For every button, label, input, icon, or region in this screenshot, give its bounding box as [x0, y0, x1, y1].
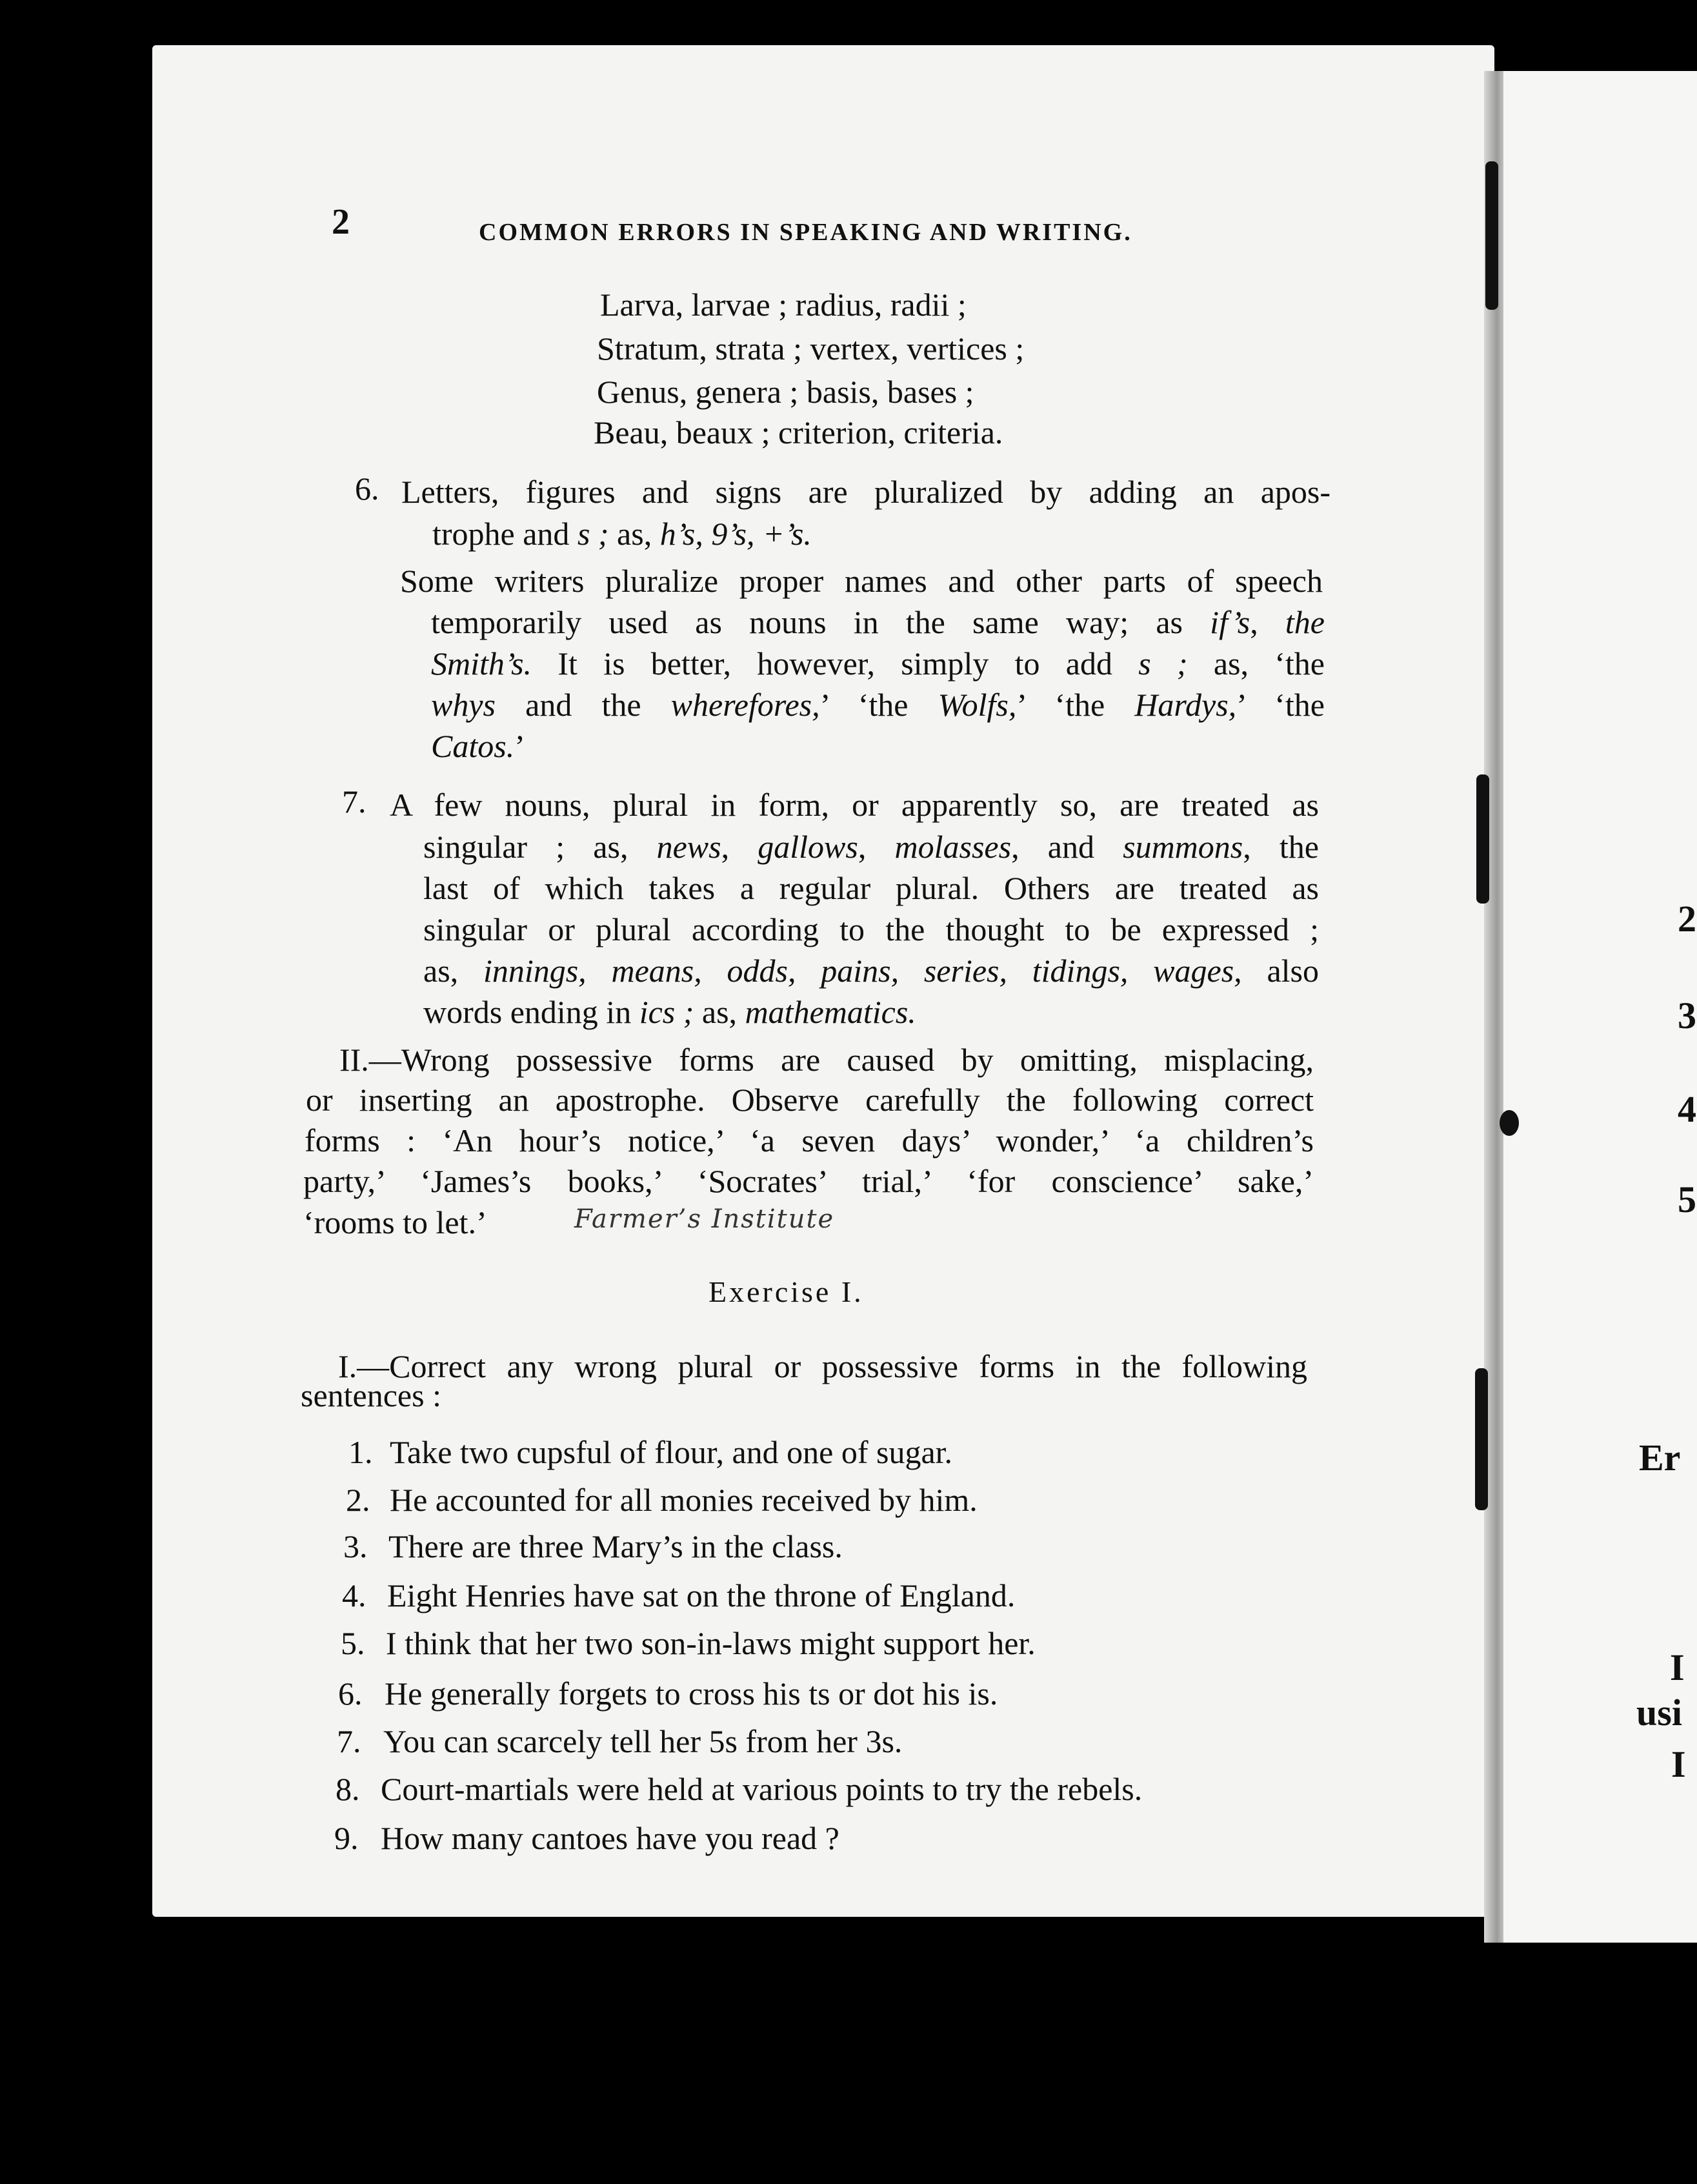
italic-run: news [656, 829, 721, 865]
section-text-line: ‘rooms to let.’ [303, 1204, 487, 1240]
italic-run: summons [1123, 829, 1243, 865]
exercise-item-text: Take two cupsful of flour, and one of sugar. [390, 1434, 953, 1470]
rule-text-line: Letters, figures and signs are pluralized by adding an apos- [401, 474, 1330, 510]
page-number: 2 [332, 202, 350, 242]
exercise-item-number: 2. [346, 1482, 370, 1518]
rule-text-line [423, 950, 1319, 991]
text-run: as, [423, 953, 483, 989]
exercise-item-number: 9. [334, 1820, 359, 1856]
text-run: ’ [514, 728, 525, 764]
facing-page-char: I [1671, 1743, 1686, 1785]
exercise-item-number: 5. [341, 1625, 365, 1661]
italic-run: if’s [1210, 604, 1250, 640]
facing-page-char: I [1670, 1646, 1685, 1688]
text-run: ’ ‘the [1016, 687, 1135, 723]
text-run: , [1250, 604, 1285, 640]
exercise-item-text: He accounted for all monies received by him. [390, 1482, 978, 1518]
note-line [431, 684, 1325, 725]
italic-run: whys [431, 687, 496, 723]
exercise-item-number: 1. [348, 1434, 373, 1470]
exercise-item-number: 7. [337, 1723, 361, 1759]
section-text-line: forms : ‘An hour’s notice,’ ‘a seven days’ wonder,’ ‘a children’s [305, 1122, 1314, 1158]
text-run: , and [1011, 829, 1123, 865]
italic-run: Smith’s. [431, 645, 532, 682]
text-run: , [721, 829, 758, 865]
binding-mark [1475, 1368, 1488, 1510]
exercise-intro-line: sentences : [301, 1377, 441, 1413]
note-line [431, 643, 1325, 684]
italic-run: Hardys, [1134, 687, 1237, 723]
text-run: It is better, however, simply to add [532, 645, 1139, 682]
exercise-item-text: You can scarcely tell her 5s from her 3s. [383, 1723, 903, 1759]
exercise-item-text: He generally forgets to cross his ts or dot his is. [385, 1675, 998, 1712]
italic-run: Wolfs, [938, 687, 1017, 723]
text-run: and the [496, 687, 671, 723]
rule-text-line [432, 513, 812, 554]
plural-list-line: Genus, genera ; basis, bases ; [597, 374, 974, 410]
text-run: ’ ‘the [1236, 687, 1325, 723]
exercise-item-number: 4. [342, 1577, 367, 1613]
italic-run: Catos. [431, 728, 515, 764]
italic-run: the [1285, 604, 1325, 640]
section-text-line: or inserting an apostrophe. Observe carefully the following correct [306, 1082, 1314, 1118]
exercise-item-text: I think that her two son-in-laws might support her. [386, 1625, 1036, 1661]
text-run: words ending in [423, 994, 639, 1030]
text-run: temporarily used as nouns in the same way; as [431, 604, 1210, 640]
facing-page-char: 3 [1678, 995, 1696, 1036]
note-line: Some writers pluralize proper names and other parts of speech [400, 563, 1323, 599]
italic-run: molasses [894, 829, 1012, 865]
facing-page-char: 5 [1678, 1178, 1696, 1220]
note-line [431, 602, 1325, 643]
italic-run: mathematics. [745, 994, 916, 1030]
binding-mark [1485, 161, 1498, 310]
binding-mark [1500, 1110, 1519, 1136]
handwritten-annotation: Farmer’s Institute [574, 1204, 835, 1234]
rule-number: 7. [342, 784, 367, 820]
italic-run: wherefores, [670, 687, 820, 723]
exercise-item-text: Eight Henries have sat on the throne of England. [387, 1577, 1016, 1613]
exercise-item-text: How many cantoes have you read ? [381, 1820, 839, 1856]
italic-run: s ; [577, 516, 609, 552]
rule-number: 6. [355, 470, 379, 507]
rule-text-line: singular or plural according to the thought to be expressed ; [423, 911, 1319, 947]
exercise-intro-line: I.—Correct any wrong plural or possessive forms in the following [338, 1348, 1307, 1384]
facing-page-char: Er [1639, 1437, 1681, 1479]
italic-run: ics ; [639, 994, 694, 1030]
italic-run: s ; [1138, 645, 1188, 682]
italic-run: gallows [758, 829, 858, 865]
facing-page-char: 2 [1678, 898, 1696, 940]
text-run: , the [1243, 829, 1319, 865]
rule-text-line [423, 991, 916, 1033]
exercise-item-number: 6. [338, 1675, 363, 1712]
note-line [431, 725, 525, 767]
section-text-line: II.—Wrong possessive forms are caused by omitting, misplacing, [339, 1042, 1314, 1078]
running-head: COMMON ERRORS IN SPEAKING AND WRITING. [479, 219, 1132, 246]
binding-mark [1476, 774, 1489, 904]
plural-list-line: Beau, beaux ; criterion, criteria. [594, 414, 1003, 450]
plural-list-line: Stratum, strata ; vertex, vertices ; [597, 330, 1025, 367]
facing-page [1503, 71, 1697, 1943]
exercise-item-number: 8. [336, 1771, 360, 1807]
text-run: , [858, 829, 895, 865]
text-run: as, [608, 516, 660, 552]
section-text-line: party,’ ‘James’s books,’ ‘Socrates’ trial,’ ‘for conscience’ sake,’ [303, 1163, 1314, 1199]
italic-run: h’s, 9’s, +’s. [659, 516, 812, 552]
text-run: as, ‘the [1187, 645, 1325, 682]
rule-text-line [423, 826, 1319, 867]
exercise-item-text: There are three Mary’s in the class. [388, 1528, 843, 1564]
exercise-item-number: 3. [343, 1528, 368, 1564]
text-run: also [1241, 953, 1320, 989]
rule-text-line: A few nouns, plural in form, or apparently so, are treated as [390, 787, 1319, 823]
text-run: singular ; as, [423, 829, 657, 865]
rule-text-line: last of which takes a regular plural. Others are treated as [423, 870, 1319, 906]
plural-list-line: Larva, larvae ; radius, radii ; [600, 287, 967, 323]
text-run: ’ ‘the [819, 687, 938, 723]
exercise-item-text: Court-martials were held at various points to try the rebels. [381, 1771, 1143, 1807]
facing-page-char: 4 [1678, 1088, 1696, 1130]
facing-page-char: usi [1636, 1692, 1682, 1734]
exercise-title: Exercise I. [708, 1275, 864, 1308]
text-run: as, [694, 994, 745, 1030]
text-run: trophe and [432, 516, 577, 552]
italic-run: innings, means, odds, pains, series, tidings, wages, [483, 953, 1242, 989]
